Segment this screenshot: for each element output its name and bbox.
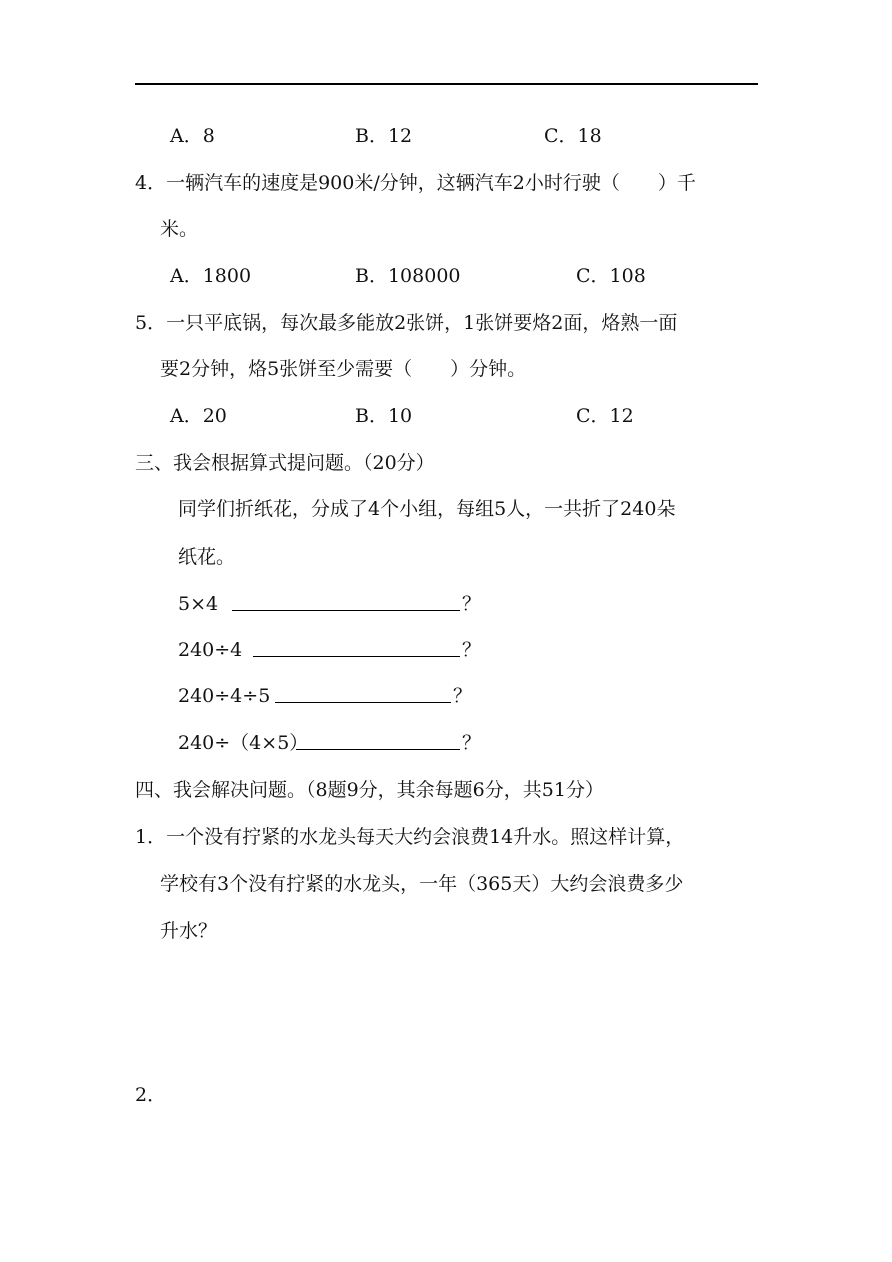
answer-blank-3[interactable]: [275, 684, 451, 703]
q4-option-b: B．108000: [355, 265, 461, 287]
expression-1: 5×4: [178, 593, 219, 615]
question-mark-1: ？: [462, 593, 482, 615]
expression-2: 240÷4: [178, 639, 243, 661]
expression-4: 240÷（4×5）: [178, 732, 309, 754]
problem1-line3: 升水？: [160, 920, 218, 942]
answer-blank-1[interactable]: [232, 592, 460, 611]
q4-option-a: A．1800: [170, 265, 252, 287]
section3-context-line2: 纸花。: [178, 546, 236, 568]
problem1-line2: 学校有3个没有拧紧的水龙头，一年（365天）大约会浪费多少: [160, 873, 684, 895]
q5-option-b: B．10: [355, 405, 413, 427]
q4-option-c: C．108: [576, 265, 646, 287]
expression-3: 240÷4÷5: [178, 685, 271, 707]
q3-option-b: B．12: [355, 125, 413, 147]
problem1-line1: 1．一个没有拧紧的水龙头每天大约会浪费14升水。照这样计算，: [135, 826, 685, 848]
question-mark-3: ？: [453, 685, 473, 707]
answer-blank-2[interactable]: [253, 638, 460, 657]
q4-text-line2: 米。: [160, 218, 199, 240]
q3-option-c: C．18: [544, 125, 602, 147]
q5-option-a: A．20: [170, 405, 227, 427]
section3-heading: 三、我会根据算式提问题。（20分）: [135, 452, 435, 474]
question-mark-4: ？: [462, 732, 482, 754]
header-rule: [135, 83, 758, 85]
q5-option-c: C．12: [576, 405, 634, 427]
q4-text-line1: 4．一辆汽车的速度是900米/分钟，这辆汽车2小时行驶（ ）千: [135, 172, 696, 194]
q3-option-a: A．8: [170, 125, 215, 147]
section4-heading: 四、我会解决问题。（8题9分，其余每题6分，共51分）: [135, 779, 604, 801]
q5-text-line2: 要2分钟，烙5张饼至少需要（ ）分钟。: [160, 358, 527, 380]
question-mark-2: ？: [462, 639, 482, 661]
section3-context-line1: 同学们折纸花，分成了4个小组，每组5人，一共折了240朵: [178, 498, 676, 520]
q5-text-line1: 5．一只平底锅，每次最多能放2张饼，1张饼要烙2面，烙熟一面: [135, 312, 678, 334]
problem2-label: 2．: [135, 1084, 167, 1106]
answer-blank-4[interactable]: [296, 731, 460, 750]
